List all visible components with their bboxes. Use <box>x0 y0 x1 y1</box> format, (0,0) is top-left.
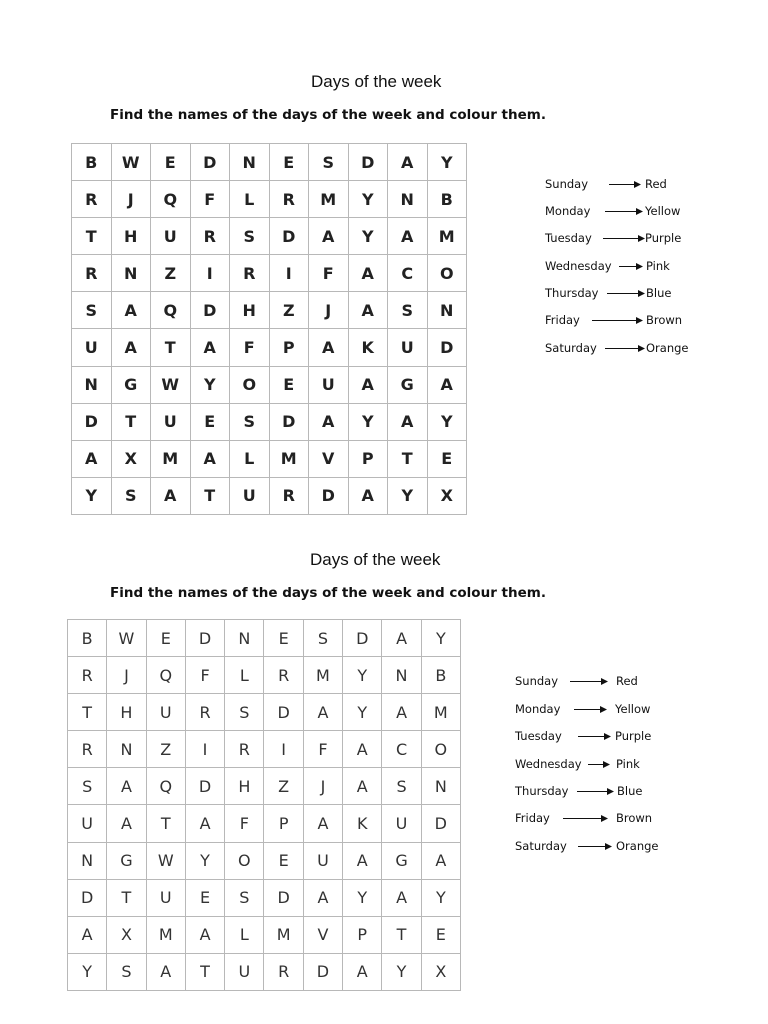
grid-cell: T <box>151 329 191 366</box>
grid-cell: Y <box>186 843 225 880</box>
key-day-label: Tuesday <box>545 231 592 245</box>
grid-cell: A <box>112 329 152 366</box>
grid-cell: I <box>264 731 303 768</box>
key-day-label: Thursday <box>545 286 599 300</box>
key-colour-label: Brown <box>616 811 653 825</box>
grid-cell: Q <box>151 292 191 329</box>
grid-cell: D <box>186 620 225 657</box>
grid-cell: L <box>230 181 270 218</box>
grid-cell: K <box>343 805 382 842</box>
grid-cell: R <box>72 255 112 292</box>
grid-cell: O <box>230 367 270 404</box>
grid-cell: T <box>72 218 112 255</box>
grid-cell: J <box>309 292 349 329</box>
key-day-label: Thursday <box>515 784 569 798</box>
grid-cell: A <box>343 843 382 880</box>
grid-cell: W <box>112 144 152 181</box>
grid-cell: D <box>349 144 389 181</box>
arrow-right-icon <box>577 787 616 796</box>
grid-cell: P <box>270 329 310 366</box>
grid-cell: M <box>428 218 468 255</box>
grid-cell: A <box>68 917 107 954</box>
grid-cell: E <box>264 843 303 880</box>
grid-cell: W <box>151 367 191 404</box>
grid-cell: H <box>230 292 270 329</box>
grid-cell: A <box>309 329 349 366</box>
key-day-label: Monday <box>515 702 561 716</box>
grid-cell: Y <box>349 218 389 255</box>
key-row <box>545 204 715 220</box>
grid-cell: E <box>151 144 191 181</box>
key-day-label: Friday <box>515 811 550 825</box>
grid-cell: A <box>388 218 428 255</box>
grid-cell: Y <box>72 478 112 515</box>
grid-cell: M <box>309 181 349 218</box>
grid-cell: T <box>191 478 231 515</box>
key-day-label: Monday <box>545 204 591 218</box>
grid-cell: E <box>147 620 186 657</box>
grid-cell: D <box>191 144 231 181</box>
grid-cell: R <box>68 657 107 694</box>
grid-cell: D <box>72 404 112 441</box>
grid-cell: J <box>304 768 343 805</box>
grid-cell: M <box>422 694 461 731</box>
grid-cell: F <box>186 657 225 694</box>
grid-cell: A <box>191 329 231 366</box>
grid-cell: Y <box>343 880 382 917</box>
grid-cell: S <box>225 880 264 917</box>
grid-cell: C <box>388 255 428 292</box>
grid-cell: P <box>349 441 389 478</box>
grid-cell: Y <box>191 367 231 404</box>
grid-cell: L <box>225 657 264 694</box>
grid-cell: J <box>107 657 146 694</box>
key-day-label: Wednesday <box>515 757 582 771</box>
grid-cell: R <box>186 694 225 731</box>
key-row <box>545 286 715 302</box>
grid-cell: M <box>304 657 343 694</box>
grid-cell: N <box>230 144 270 181</box>
grid-cell: A <box>304 880 343 917</box>
grid-cell: Y <box>382 954 421 991</box>
key-colour-label: Pink <box>616 757 640 771</box>
key-colour-label: Purple <box>645 231 682 245</box>
key-colour-label: Blue <box>617 784 643 798</box>
grid-cell: F <box>309 255 349 292</box>
grid-cell: J <box>112 181 152 218</box>
grid-cell: N <box>112 255 152 292</box>
colour-key-2 <box>515 674 685 864</box>
grid-cell: S <box>382 768 421 805</box>
grid-cell: D <box>343 620 382 657</box>
grid-cell: M <box>270 441 310 478</box>
grid-cell: U <box>147 694 186 731</box>
grid-cell: A <box>304 805 343 842</box>
arrow-right-icon <box>588 760 612 769</box>
key-row <box>515 811 685 827</box>
colour-key-1 <box>545 177 715 367</box>
key-row <box>515 729 685 745</box>
grid-cell: A <box>422 843 461 880</box>
grid-cell: B <box>72 144 112 181</box>
grid-cell: R <box>264 657 303 694</box>
word-search-grid-2 <box>67 619 461 991</box>
grid-cell: W <box>107 620 146 657</box>
grid-cell: R <box>230 255 270 292</box>
key-day-label: Tuesday <box>515 729 562 743</box>
grid-cell: G <box>388 367 428 404</box>
grid-cell: R <box>270 181 310 218</box>
grid-cell: E <box>270 367 310 404</box>
key-colour-label: Red <box>616 674 638 688</box>
grid-cell: D <box>428 329 468 366</box>
grid-cell: G <box>382 843 421 880</box>
grid-cell: O <box>225 843 264 880</box>
arrow-right-icon <box>609 180 643 189</box>
grid-cell: N <box>382 657 421 694</box>
key-colour-label: Brown <box>646 313 683 327</box>
grid-cell: I <box>191 255 231 292</box>
grid-cell: D <box>191 292 231 329</box>
grid-cell: S <box>225 694 264 731</box>
grid-cell: T <box>382 917 421 954</box>
key-day-label: Saturday <box>545 341 597 355</box>
grid-cell: U <box>151 404 191 441</box>
grid-cell: E <box>422 917 461 954</box>
grid-cell: E <box>270 144 310 181</box>
grid-cell: B <box>428 181 468 218</box>
key-day-label: Sunday <box>515 674 559 688</box>
grid-cell: A <box>151 478 191 515</box>
grid-cell: H <box>112 218 152 255</box>
key-row <box>545 231 715 247</box>
grid-cell: A <box>349 478 389 515</box>
grid-cell: P <box>343 917 382 954</box>
key-colour-label: Purple <box>615 729 652 743</box>
grid-cell: F <box>304 731 343 768</box>
grid-cell: D <box>264 694 303 731</box>
grid-cell: A <box>382 620 421 657</box>
grid-cell: S <box>107 954 146 991</box>
arrow-right-icon <box>578 842 614 851</box>
grid-cell: M <box>147 917 186 954</box>
key-colour-label: Blue <box>646 286 672 300</box>
key-colour-label: Orange <box>646 341 689 355</box>
key-row <box>515 784 685 800</box>
key-row <box>545 341 715 357</box>
key-colour-label: Orange <box>616 839 659 853</box>
grid-cell: A <box>309 404 349 441</box>
grid-cell: Y <box>343 694 382 731</box>
grid-cell: R <box>191 218 231 255</box>
grid-cell: F <box>230 329 270 366</box>
section-1-title: Days of the week <box>311 72 442 91</box>
word-search-grid-1 <box>71 143 467 515</box>
grid-cell: Y <box>349 181 389 218</box>
grid-cell: X <box>428 478 468 515</box>
grid-cell: N <box>72 367 112 404</box>
grid-cell: T <box>147 805 186 842</box>
grid-cell: D <box>264 880 303 917</box>
grid-cell: A <box>147 954 186 991</box>
grid-cell: K <box>349 329 389 366</box>
arrow-right-icon <box>607 289 647 298</box>
arrow-right-icon <box>578 732 613 741</box>
grid-cell: Y <box>428 404 468 441</box>
section-2-title: Days of the week <box>310 550 441 569</box>
grid-cell: Q <box>147 768 186 805</box>
grid-cell: A <box>343 768 382 805</box>
grid-cell: D <box>304 954 343 991</box>
grid-cell: T <box>68 694 107 731</box>
grid-cell: R <box>68 731 107 768</box>
grid-cell: S <box>304 620 343 657</box>
grid-cell: E <box>191 404 231 441</box>
grid-cell: V <box>304 917 343 954</box>
grid-cell: A <box>388 144 428 181</box>
grid-cell: A <box>343 954 382 991</box>
grid-cell: U <box>68 805 107 842</box>
grid-cell: W <box>147 843 186 880</box>
grid-cell: T <box>388 441 428 478</box>
arrow-right-icon <box>574 705 609 714</box>
grid-cell: C <box>382 731 421 768</box>
grid-cell: A <box>349 367 389 404</box>
grid-cell: U <box>304 843 343 880</box>
grid-cell: Y <box>68 954 107 991</box>
key-row <box>545 177 715 193</box>
key-row <box>515 674 685 690</box>
key-day-label: Friday <box>545 313 580 327</box>
grid-cell: D <box>422 805 461 842</box>
grid-cell: T <box>112 404 152 441</box>
grid-cell: Z <box>264 768 303 805</box>
grid-cell: D <box>309 478 349 515</box>
key-colour-label: Yellow <box>645 204 681 218</box>
arrow-right-icon <box>619 262 645 271</box>
grid-cell: A <box>186 805 225 842</box>
grid-cell: B <box>422 657 461 694</box>
grid-cell: Y <box>388 478 428 515</box>
grid-cell: S <box>230 404 270 441</box>
grid-cell: Z <box>151 255 191 292</box>
grid-cell: U <box>151 218 191 255</box>
grid-cell: S <box>230 218 270 255</box>
arrow-right-icon <box>603 234 647 243</box>
grid-cell: U <box>309 367 349 404</box>
grid-cell: N <box>107 731 146 768</box>
grid-cell: A <box>343 731 382 768</box>
grid-cell: A <box>382 880 421 917</box>
grid-cell: A <box>309 218 349 255</box>
section-1-instruction: Find the names of the days of the week and colour them. <box>110 107 546 123</box>
grid-cell: R <box>225 731 264 768</box>
grid-cell: X <box>112 441 152 478</box>
grid-cell: A <box>349 255 389 292</box>
grid-cell: X <box>107 917 146 954</box>
grid-cell: Y <box>422 620 461 657</box>
grid-cell: A <box>349 292 389 329</box>
grid-cell: A <box>382 694 421 731</box>
grid-cell: S <box>388 292 428 329</box>
grid-cell: D <box>270 218 310 255</box>
grid-cell: Y <box>349 404 389 441</box>
grid-cell: H <box>107 694 146 731</box>
grid-cell: D <box>68 880 107 917</box>
section-2-instruction: Find the names of the days of the week and colour them. <box>110 585 546 601</box>
grid-cell: U <box>388 329 428 366</box>
grid-cell: O <box>428 255 468 292</box>
grid-cell: L <box>225 917 264 954</box>
grid-cell: Y <box>343 657 382 694</box>
grid-cell: Y <box>422 880 461 917</box>
grid-cell: Y <box>428 144 468 181</box>
grid-cell: S <box>112 478 152 515</box>
grid-cell: H <box>225 768 264 805</box>
grid-cell: N <box>68 843 107 880</box>
grid-cell: S <box>309 144 349 181</box>
grid-cell: E <box>264 620 303 657</box>
grid-cell: A <box>107 768 146 805</box>
grid-cell: O <box>422 731 461 768</box>
key-day-label: Sunday <box>545 177 589 191</box>
grid-cell: U <box>230 478 270 515</box>
grid-cell: D <box>270 404 310 441</box>
grid-cell: B <box>68 620 107 657</box>
grid-cell: Z <box>270 292 310 329</box>
grid-cell: I <box>270 255 310 292</box>
grid-cell: G <box>107 843 146 880</box>
grid-cell: A <box>186 917 225 954</box>
grid-cell: N <box>422 768 461 805</box>
grid-cell: S <box>72 292 112 329</box>
key-row <box>515 702 685 718</box>
key-row <box>545 259 715 275</box>
grid-cell: A <box>112 292 152 329</box>
key-colour-label: Red <box>645 177 667 191</box>
grid-cell: R <box>72 181 112 218</box>
grid-cell: X <box>422 954 461 991</box>
key-row <box>515 757 685 773</box>
grid-cell: G <box>112 367 152 404</box>
arrow-right-icon <box>592 316 645 325</box>
grid-cell: I <box>186 731 225 768</box>
grid-cell: A <box>72 441 112 478</box>
arrow-right-icon <box>605 344 647 353</box>
grid-cell: U <box>72 329 112 366</box>
grid-cell: Q <box>147 657 186 694</box>
grid-cell: N <box>225 620 264 657</box>
grid-cell: A <box>191 441 231 478</box>
grid-cell: E <box>186 880 225 917</box>
grid-cell: A <box>304 694 343 731</box>
key-row <box>545 313 715 329</box>
grid-cell: T <box>186 954 225 991</box>
key-colour-label: Pink <box>646 259 670 273</box>
grid-cell: R <box>270 478 310 515</box>
grid-cell: U <box>382 805 421 842</box>
grid-cell: M <box>151 441 191 478</box>
grid-cell: F <box>225 805 264 842</box>
grid-cell: A <box>428 367 468 404</box>
grid-cell: V <box>309 441 349 478</box>
grid-cell: R <box>264 954 303 991</box>
grid-cell: P <box>264 805 303 842</box>
arrow-right-icon <box>605 207 645 216</box>
grid-cell: M <box>264 917 303 954</box>
grid-cell: E <box>428 441 468 478</box>
grid-cell: L <box>230 441 270 478</box>
grid-cell: Q <box>151 181 191 218</box>
grid-cell: A <box>107 805 146 842</box>
grid-cell: N <box>428 292 468 329</box>
grid-cell: U <box>225 954 264 991</box>
grid-cell: T <box>107 880 146 917</box>
arrow-right-icon <box>570 677 610 686</box>
grid-cell: D <box>186 768 225 805</box>
grid-cell: N <box>388 181 428 218</box>
arrow-right-icon <box>563 814 610 823</box>
key-row <box>515 839 685 855</box>
key-day-label: Wednesday <box>545 259 612 273</box>
grid-cell: U <box>147 880 186 917</box>
grid-cell: Z <box>147 731 186 768</box>
key-day-label: Saturday <box>515 839 567 853</box>
grid-cell: A <box>388 404 428 441</box>
key-colour-label: Yellow <box>615 702 651 716</box>
grid-cell: F <box>191 181 231 218</box>
grid-cell: S <box>68 768 107 805</box>
